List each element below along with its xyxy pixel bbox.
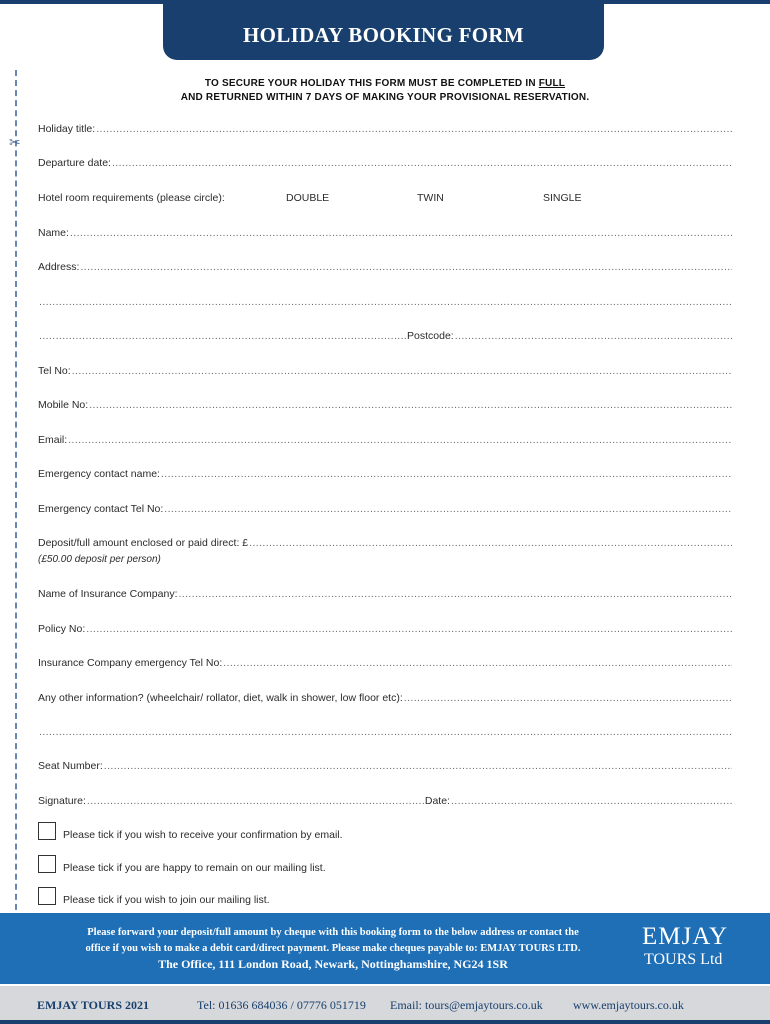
hotel-room-label: Hotel room requirements (please circle): xyxy=(38,192,225,204)
scissors-icon: ✂ xyxy=(9,134,21,150)
emergency-contact-name-field[interactable]: Emergency contact name: ..... xyxy=(38,468,732,484)
contact-bar xyxy=(0,984,770,1024)
checkbox-email-confirmation[interactable]: Please tick if you wish to receive your confirmation by email. xyxy=(38,820,343,842)
payment-instructions: Please forward your deposit/full amount by cheque with this booking form to the below address or contact the office if you wish to make a debit card/direct payment. Please make cheques payable to: EMJAY TOURS LTD. xyxy=(85,927,581,954)
signature-label: Signature: xyxy=(38,795,86,807)
signature-date-row[interactable] xyxy=(38,795,732,811)
footer-info xyxy=(0,913,770,984)
instruction-emphasis: FULL xyxy=(538,78,566,89)
page-title: HOLIDAY BOOKING FORM xyxy=(163,0,604,60)
name-field[interactable]: Name: ..... xyxy=(38,227,732,243)
other-info-line-2[interactable] xyxy=(38,726,732,742)
policy-no-field[interactable]: Policy No: ..... xyxy=(38,623,732,639)
room-option-twin[interactable]: TWIN xyxy=(417,192,444,204)
insurance-company-field[interactable]: Name of Insurance Company: ..... xyxy=(38,588,732,604)
telephone: Tel: 01636 684036 / 07776 051719 xyxy=(197,998,366,1012)
cut-line xyxy=(15,70,17,930)
email-field[interactable]: Email: ..... xyxy=(38,434,732,450)
office-address: The Office, 111 London Road, Newark, Nottinghamshire, NG24 1SR xyxy=(158,957,508,971)
checkbox[interactable] xyxy=(38,855,56,873)
room-option-double[interactable]: DOUBLE xyxy=(286,192,330,204)
company-year: EMJAY TOURS 2021 xyxy=(37,998,150,1012)
website-link[interactable]: www.emjaytours.co.uk xyxy=(573,998,684,1012)
other-info-field[interactable]: Any other information? (wheelchair/ rollator, diet, walk in shower, low floor etc): ..... xyxy=(38,692,732,708)
address-field[interactable]: Address: ..... xyxy=(38,261,732,277)
address-line-2[interactable] xyxy=(38,296,732,312)
checkbox[interactable] xyxy=(38,887,56,905)
insurance-tel-field[interactable]: Insurance Company emergency Tel No: ..... xyxy=(38,657,732,673)
deposit-field[interactable]: Deposit/full amount enclosed or paid direct: £ ..... xyxy=(38,537,732,553)
bottom-border xyxy=(0,1020,770,1024)
contact-email[interactable]: Email: tours@emjaytours.co.uk xyxy=(390,998,543,1012)
address-postcode-row[interactable] xyxy=(38,330,732,346)
departure-date-field[interactable]: Departure date: ..... xyxy=(38,157,732,173)
holiday-title-field[interactable]: Holiday title: ..... xyxy=(38,123,732,139)
emergency-contact-tel-field[interactable]: Emergency contact Tel No: ..... xyxy=(38,503,732,519)
brand-logo: EMJAY TOURS Ltd xyxy=(642,923,729,968)
checkbox-remain-mailing-list[interactable]: Please tick if you are happy to remain on our mailing list. xyxy=(38,853,326,875)
tel-no-field[interactable]: Tel No: ..... xyxy=(38,365,732,381)
room-option-single[interactable]: SINGLE xyxy=(543,192,582,204)
deposit-note: (£50.00 deposit per person) xyxy=(38,554,161,565)
mobile-no-field[interactable]: Mobile No: ..... xyxy=(38,399,732,415)
postcode-label: Postcode: xyxy=(407,330,454,342)
instruction-line-2: AND RETURNED WITHIN 7 DAYS OF MAKING YOUR PROVISIONAL RESERVATION. xyxy=(180,92,590,103)
checkbox[interactable] xyxy=(38,822,56,840)
checkbox-join-mailing-list[interactable]: Please tick if you wish to join our mailing list. xyxy=(38,885,270,907)
seat-number-field[interactable]: Seat Number: ..... xyxy=(38,760,732,776)
instruction-line-1: TO SECURE YOUR HOLIDAY THIS FORM MUST BE COMPLETED IN FULL xyxy=(204,78,566,89)
date-label: Date: xyxy=(424,795,450,807)
